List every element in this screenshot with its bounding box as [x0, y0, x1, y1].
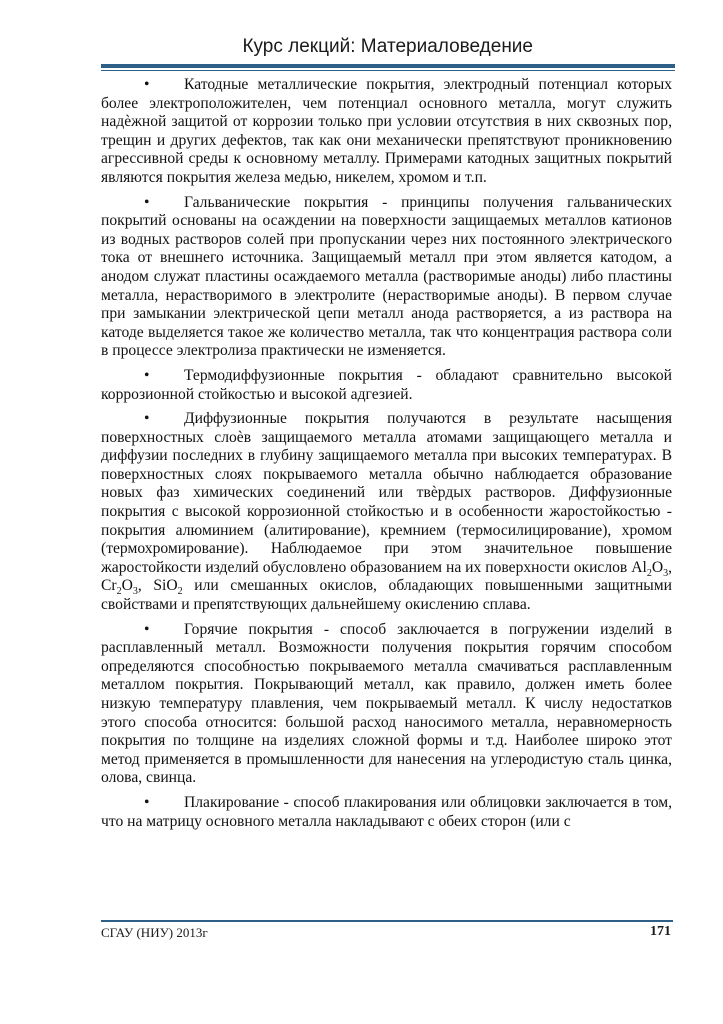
formula-al2o3: $Al_2O_3$: [631, 558, 669, 579]
paragraph-text: Гальванические покрытия - принципы получения гальванических покрытий основаны на осаждении на поверхности защищаемых металлов катионов из водных растворов солей при пропускании через них постоянного электрического тока от внешнего источника. Защищаемый металл при этом является катодом, а анодом служат пластины осаждаемого металла (растворимые аноды) либо пластины металла, нерастворимого в электролите (нерастворимые аноды). В первом случае при замыкании электрической цепи металл анода растворяется, а из раствора на катоде выделяется такое же количество металла, так что концентрация раствора соли в процессе электролиза практически не изменяется.: [101, 193, 672, 360]
paragraph-text: или смешанных окислов, обладающих повышенными защитными свойствами и препятствующих дальнейшему окислению сплава.: [101, 577, 672, 614]
paragraph-hot-coatings: [101, 621, 672, 788]
bullet-icon: •: [144, 76, 150, 93]
paragraph-text: Плакирование - способ плакирования или облицовки заключается в том, что на матрицу основного металла накладывают с обеих сторон (или с: [101, 793, 672, 830]
formula-cr2o3: $Cr_2O_3$: [101, 577, 138, 598]
bullet-icon: •: [144, 410, 150, 428]
bullet-icon: •: [144, 366, 150, 384]
bullet-icon: •: [144, 620, 150, 638]
paragraph-cathodic-coatings: [101, 76, 672, 188]
header-rule: [101, 64, 675, 68]
bullet-icon: •: [144, 193, 150, 211]
page-header-title: Курс лекций: Материаловедение: [242, 36, 533, 57]
paragraph-thermodiffusion-coatings: [101, 367, 672, 404]
paragraph-text: Катодные металлические покрытия, электродный потенциал которых более электроположителен, чем потенциал основного металла, могут служить надѐжной защитой от коррозии только при условии отсутствия в них сквозных пор, трещин и других дефектов, так как они механически препятствуют проникновению агрессивной среды к основному металлу. Примерами катодных защитных покрытий являются покрытия железа медью, никелем, хромом и т.п.: [101, 76, 672, 186]
paragraph-text: Диффузионные покрытия получаются в результате насыщения поверхностных слоѐв защищаемого металла атомами защищающего металла и диффузии последних в глубину защищаемого металла при высоких температурах. В поверхностных слоях покрываемого металла обычно наблюдается образование новых фаз химических соединений или твѐрдых растворов. Диффузионные покрытия с высокой коррозионной стойкостью и в особенности жаростойкостью - покрытия алюминием (алитирование), кремнием (термосилицирование), хромом (термохромирование). Наблюдаемое при этом значительное повышение жаростойкости изделий обусловлено образованием на их поверхности окислов: [101, 410, 672, 576]
paragraph-text: Термодиффузионные покрытия - обладают сравнительно высокой коррозионной стойкостью и высокой адгезией.: [101, 366, 672, 403]
bullet-icon: •: [144, 793, 150, 811]
header-rule-thin: [101, 70, 675, 71]
footer-institution-year: СГАУ (НИУ) 2013г: [101, 925, 208, 940]
formula-sio2: SiO$_2$: [153, 577, 183, 598]
paragraph-galvanic-coatings: [101, 194, 672, 361]
paragraph-cladding: [101, 794, 672, 831]
paragraph-diffusion-coatings: • Диффузионные покрытия получаются в результате насыщения поверхностных слоѐв защищаемого металла атомами защищающего металла и диффузии последних в глубину защищаемого металла при высоких температурах. В поверхностных слоях покрываемого металла обычно наблюдается образование новых фаз химических соединений или твѐрдых растворов. Диффузионные покрытия с высокой коррозионной стойкостью и в особенности жаростойкостью - покрытия алюминием (алитирование), кремнием (термосилицирование), хромом (термохромирование). Наблюдаемое при этом значительное повышение жаростойкости изделий обусловлено образованием на их поверхности окислов $Al_2O_3$, $Cr_2O_3$, SiO$_2$ или смешанных окислов, обладающих повышенными защитными свойствами и препятствующих дальнейшему окислению сплава.: [101, 410, 672, 614]
footer-rule: [101, 920, 673, 922]
paragraph-text: Горячие покрытия - способ заключается в погружении изделий в расплавленный металл. Возможности получения покрытия горячим способом определяются способностью покрываемого металла смачиваться расплавленным металлом покрытия. Покрывающий металл, как правило, должен иметь более низкую температуру плавления, чем покрываемый металл. К числу недостатков этого способа относится: большой расход наносимого металла, неравномерность покрытия по толщине на изделиях сложной формы и т.д. Наиболее широко этот метод применяется в промышленности для нанесения на углеродистую сталь цинка, олова, свинца.: [101, 620, 672, 787]
body-text: [101, 76, 672, 831]
page-number: 171: [650, 924, 671, 939]
